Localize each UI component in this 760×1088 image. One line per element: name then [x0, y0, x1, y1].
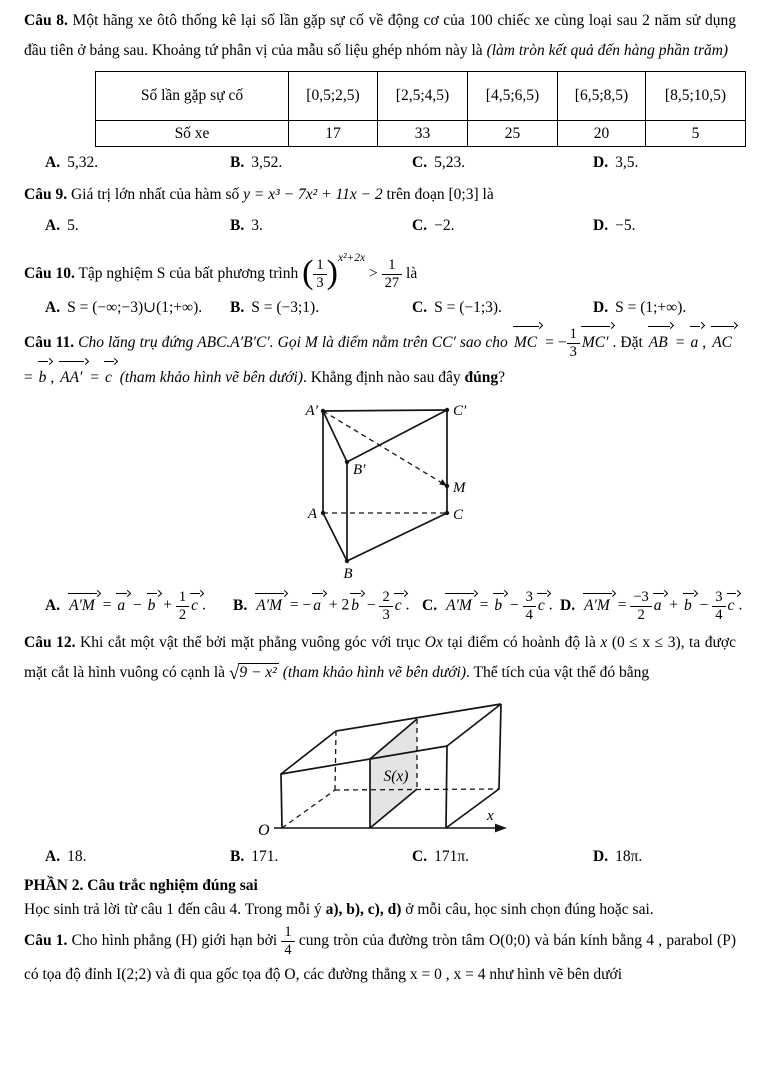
- operator: +: [159, 596, 176, 614]
- vector-AM: A′M: [254, 592, 286, 617]
- q9-option-c: [412, 215, 593, 237]
- option-letter: D.: [560, 596, 576, 614]
- equals: =: [613, 596, 631, 614]
- vector-MC: MC: [512, 325, 541, 358]
- q8-option-a: [45, 152, 230, 174]
- fraction: $\frac{1}{2}$: [176, 589, 189, 623]
- equals: =: [24, 369, 37, 387]
- label-M: M: [453, 480, 466, 497]
- vector-MC-prime: MC′: [580, 325, 613, 358]
- q8-option-b: [230, 152, 412, 174]
- q8-text-italic: (làm tròn kết quả đến hàng phần trăm): [486, 42, 729, 59]
- vector-c: c: [536, 592, 549, 617]
- table-cell-interval: [4,5;6,5): [468, 72, 558, 121]
- option-value: 18π.: [615, 847, 643, 865]
- label-Sx: S(x): [383, 767, 409, 785]
- option-letter: D.: [593, 847, 609, 865]
- solid-figure: [244, 696, 516, 841]
- label-O: O: [258, 821, 270, 839]
- right-paren: ): [326, 254, 338, 291]
- vector-AM: A′M: [582, 592, 614, 617]
- q12-text2: tại điểm có hoành độ là: [442, 633, 601, 651]
- equals-minus: = −: [541, 333, 567, 351]
- vector-b: b: [492, 592, 506, 617]
- operator: −: [506, 596, 523, 614]
- vector-a: a: [311, 592, 325, 617]
- option-value: 5.: [67, 217, 79, 234]
- part2-note2: ở mỗi câu, học sinh chọn đúng hoặc sai.: [401, 900, 654, 918]
- fraction-one-third: $\frac{1}{3}$: [567, 326, 580, 360]
- exponent: x²+2x: [337, 252, 366, 264]
- option-value: S = (−3;1).: [251, 298, 320, 316]
- option-letter: B.: [230, 298, 245, 316]
- p2q1-text1: Cho hình phẳng (H) giới hạn bởi: [67, 931, 282, 949]
- vector-c: c: [726, 592, 739, 617]
- q9-label: Câu 9.: [24, 186, 68, 203]
- option-letter: D.: [593, 217, 609, 234]
- q8-options: [24, 152, 736, 174]
- q8-label: Câu 8.: [24, 12, 68, 29]
- q9-options: [24, 215, 736, 237]
- fraction-one-third: $\frac{1}{3}$: [313, 257, 326, 291]
- table-cell-interval: [0,5;2,5): [289, 72, 378, 121]
- fraction: $\frac{3}{4}$: [523, 589, 536, 623]
- q12-x: x: [600, 633, 608, 651]
- vector-AC: AC: [710, 325, 736, 358]
- q11-figure-container: [24, 397, 736, 587]
- option-value: 3.: [251, 217, 263, 234]
- option-letter: C.: [412, 154, 428, 171]
- option-letter: D.: [593, 298, 609, 316]
- option-letter: B.: [230, 847, 245, 865]
- option-value: S = (−1;3).: [434, 298, 502, 316]
- option-value: 171π.: [434, 847, 470, 865]
- part2-note: [24, 898, 736, 922]
- option-value: 171.: [251, 847, 279, 865]
- option-letter: C.: [422, 596, 438, 614]
- option-value: 3,52.: [251, 154, 283, 171]
- label-x: x: [487, 807, 494, 824]
- fraction: $\frac{-3}{2}$: [630, 589, 651, 623]
- period: .: [548, 596, 553, 614]
- q10-label: Câu 10.: [24, 265, 75, 282]
- q11-text2: . Đặt: [612, 333, 647, 351]
- q11-option-d: [560, 589, 742, 623]
- p2q1-statement: [24, 924, 736, 992]
- q12-options: [24, 846, 736, 868]
- vector-a: a: [115, 592, 129, 617]
- prism-hidden-edges: [323, 411, 447, 513]
- table-cell-count: 25: [468, 121, 558, 147]
- q10-option-d: [593, 297, 736, 319]
- prism-figure: [256, 397, 476, 587]
- operator: −: [129, 596, 146, 614]
- vector-b: b: [682, 592, 696, 617]
- comma: ,: [50, 369, 59, 387]
- q12-text4: . Thể tích của vật thể đó bằng: [466, 663, 650, 681]
- table-cell-count: 17: [289, 121, 378, 147]
- prism-labels: [305, 403, 467, 582]
- operator: −: [362, 596, 380, 614]
- q9-option-a: [45, 215, 230, 237]
- option-letter: A.: [45, 596, 61, 614]
- option-value: S = (1;+∞).: [615, 298, 687, 316]
- q10-options: [24, 297, 736, 319]
- table-header-row: [96, 72, 746, 121]
- q11-text-italic: (tham khảo hình vẽ bên dưới): [119, 369, 304, 387]
- option-letter: C.: [412, 217, 428, 234]
- option-letter: A.: [45, 847, 61, 865]
- q11-emph: đúng: [464, 369, 499, 387]
- comma: ,: [702, 333, 711, 351]
- vector-b: b: [37, 360, 51, 393]
- q9-text1: Giá trị lớn nhất của hàm số: [67, 186, 244, 203]
- vector-AB: AB: [647, 325, 672, 358]
- option-value: 5,23.: [434, 154, 466, 171]
- q11-option-a: [45, 589, 233, 623]
- q12-text-italic: (tham khảo hình vẽ bên dưới): [282, 663, 467, 681]
- table-cell-header: Số xe: [96, 121, 289, 147]
- vector-c: c: [189, 592, 202, 617]
- period: .: [405, 596, 410, 614]
- fraction-one-fourth: $\frac{1}{4}$: [281, 924, 294, 958]
- q12-statement: [24, 628, 736, 689]
- table-cell-count: 20: [558, 121, 646, 147]
- q11-text3: . Khẳng định nào sau đây: [303, 369, 465, 387]
- q8-option-d: [593, 152, 736, 174]
- q11-statement: [24, 325, 736, 394]
- q12-option-a: [45, 846, 230, 868]
- option-value: S = (−∞;−3)∪(1;+∞).: [67, 298, 203, 316]
- option-letter: A.: [45, 298, 61, 316]
- option-letter: D.: [593, 154, 609, 171]
- q8-text: Một hãng xe ôtô thống kê lại số lần gặp sự cố về động cơ của 100 chiếc xe cùng loại sau 2 năm sử dụng đầu tiên ở bảng sau. Khoảng tứ phân vị của mẫu số liệu ghép nhóm này là: [24, 12, 736, 59]
- table-cell-interval: [2,5;4,5): [378, 72, 468, 121]
- x-axis-arrowhead: [495, 823, 507, 832]
- q11-options: [24, 589, 743, 623]
- q10-statement: [24, 243, 736, 292]
- sqrt-expression: [228, 662, 279, 684]
- fraction-one-27th: $\frac{1}{27}$: [382, 257, 403, 291]
- p2q1-label: Câu 1.: [24, 931, 68, 949]
- part2-note1: Học sinh trả lời từ câu 1 đến câu 4. Trong mỗi ý: [24, 900, 326, 918]
- radicand: 9 − x²: [239, 663, 277, 681]
- q10-text1: Tập nghiệm S của bất phương trình: [74, 265, 303, 282]
- inequality-sign: >: [365, 265, 382, 282]
- period: .: [738, 596, 743, 614]
- q11-label: Câu 11.: [24, 333, 75, 351]
- q10-option-b: [230, 297, 412, 319]
- q12-text3: (0 ≤ x ≤ 3), ta được mặt cắt là hình vuông có cạnh là: [24, 633, 737, 681]
- q12-option-b: [230, 846, 412, 868]
- period: .: [202, 596, 206, 614]
- vector-AM: A′M: [444, 592, 476, 617]
- q12-option-d: [593, 846, 736, 868]
- option-value: −2.: [434, 217, 455, 234]
- fraction: $\frac{3}{4}$: [712, 589, 725, 623]
- question-mark: ?: [498, 369, 505, 387]
- frequency-table: [95, 71, 746, 147]
- q8-statement: [24, 6, 736, 66]
- vector-AM: A′M: [67, 592, 99, 617]
- q12-label: Câu 12.: [24, 633, 76, 651]
- table-cell-interval: [8,5;10,5): [646, 72, 746, 121]
- vertex-dots: [321, 408, 449, 563]
- q9-option-d: [593, 215, 736, 237]
- option-letter: B.: [233, 596, 248, 614]
- table-data-row: [96, 121, 746, 147]
- option-letter: A.: [45, 217, 61, 234]
- q12-ox: Ox: [424, 633, 443, 651]
- vector-a: a: [652, 592, 666, 617]
- part2-heading: PHẦN 2. Câu trắc nghiệm đúng sai: [24, 876, 258, 894]
- vector-b: b: [349, 592, 363, 617]
- label-B-prime: B′: [353, 462, 366, 479]
- option-letter: B.: [230, 217, 245, 234]
- vector-a: a: [689, 325, 703, 358]
- vector-c: c: [103, 360, 116, 393]
- option-value: 18.: [67, 847, 87, 865]
- option-value: −5.: [615, 217, 636, 234]
- q11-option-b: [233, 589, 422, 623]
- operator: +: [665, 596, 683, 614]
- radical-sign: √: [228, 662, 240, 684]
- operator: + 2: [324, 596, 350, 614]
- q9-function: y = x³ − 7x² + 11x − 2: [243, 186, 383, 203]
- label-C: C: [453, 507, 464, 524]
- equals: =: [98, 596, 116, 614]
- equals: =: [475, 596, 493, 614]
- option-value: 3,5.: [615, 154, 639, 171]
- vector-c: c: [393, 592, 406, 617]
- equals: = −: [286, 596, 312, 614]
- label-A: A: [307, 506, 317, 523]
- q12-text1: Khi cắt một vật thể bởi mặt phẳng vuông góc với trục: [75, 633, 425, 651]
- option-letter: B.: [230, 154, 245, 171]
- label-B: B: [343, 566, 353, 583]
- table-cell-count: 33: [378, 121, 468, 147]
- table-cell-count: 5: [646, 121, 746, 147]
- table-cell-interval: [6,5;8,5): [558, 72, 646, 121]
- p2q1-text2: cung tròn của đường tròn tâm O(0;0) và bán kính bằng 4 , parabol (P) có tọa độ đỉnh I(2;2) và đi qua gốc tọa độ O, các đường thẳng x = 0 , x = 4 như hình vẽ bên dưới: [24, 931, 736, 984]
- q10-option-c: [412, 297, 593, 319]
- q10-option-a: [45, 297, 230, 319]
- q12-figure-container: [24, 696, 736, 841]
- option-value: 5,32.: [67, 154, 99, 171]
- option-letter: C.: [412, 847, 428, 865]
- option-letter: A.: [45, 154, 61, 171]
- vector-b: b: [146, 592, 160, 617]
- q9-statement: [24, 180, 736, 210]
- prism-solid-edges: [323, 410, 447, 561]
- q11-text1: Cho lăng trụ đứng ABC.A′B′C′. Gọi M là điểm nằm trên CC′ sao cho: [74, 333, 512, 351]
- label-C-prime: C′: [453, 403, 467, 420]
- q11-option-c: [422, 589, 560, 623]
- operator: −: [695, 596, 713, 614]
- vector-AA-prime: AA′: [58, 360, 86, 393]
- equals: =: [86, 369, 103, 387]
- part2-note-bold: a), b), c), d): [325, 900, 402, 918]
- q9-option-b: [230, 215, 412, 237]
- equals: =: [671, 333, 689, 351]
- q10-text2: là: [402, 265, 418, 282]
- table-cell-header: Số lần gặp sự cố: [96, 72, 289, 121]
- option-letter: C.: [412, 298, 428, 316]
- q9-text2: trên đoạn [0;3] là: [382, 186, 494, 203]
- label-A-prime: A′: [305, 403, 318, 420]
- q8-option-c: [412, 152, 593, 174]
- fraction: $\frac{2}{3}$: [379, 589, 392, 623]
- left-paren: (: [302, 254, 314, 291]
- q12-option-c: [412, 846, 593, 868]
